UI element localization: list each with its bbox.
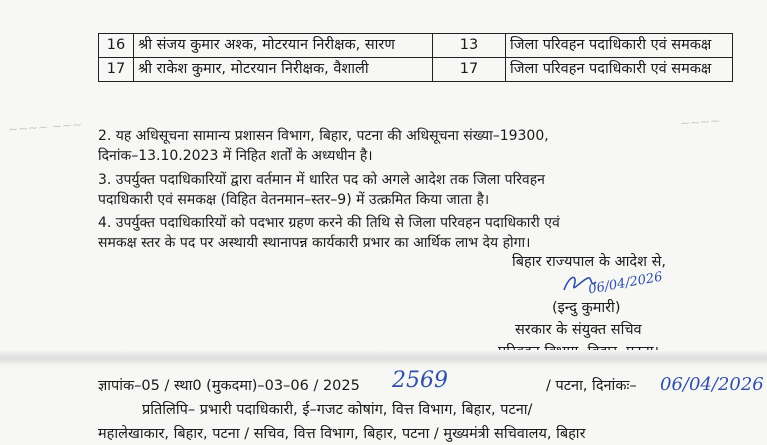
memo-place-date: / पटना, दिनांकः– — [546, 378, 637, 394]
signature-date: 06/04/2026 — [587, 269, 664, 298]
table-row — [99, 58, 733, 82]
paragraph-2-line-2: दिनांक–13.10.2023 में निहित शर्तों के अध्यधीन है। — [98, 148, 373, 164]
memo-number: ज्ञापांक–05 / स्था0 (मुकदमा)–03–06 / 2025 — [98, 378, 360, 394]
serial-number: 16 — [99, 34, 134, 58]
memo-handwritten-date: 06/04/2026 — [660, 374, 764, 395]
order-line: बिहार राज्यपाल के आदेश से, — [512, 254, 666, 270]
upgraded-post: जिला परिवहन पदाधिकारी एवं समकक्ष — [506, 34, 733, 58]
officer-name: श्री राकेश कुमार, मोटरयान निरीक्षक, वैशाली — [134, 58, 433, 82]
paragraph-4-line-1: 4. उपर्युक्त पदाधिकारियों को पदभार ग्रहण करने की तिथि से जिला परिवहन पदाधिकारी एवं — [98, 215, 560, 231]
copy-line-continued: महालेखाकार, बिहार, पटना / सचिव, वित्त विभाग, बिहार, पटना / मुख्यमंत्री सचिवालय, बिहार — [98, 426, 586, 442]
serial-number: 17 — [99, 58, 134, 82]
table-row — [99, 34, 733, 58]
paragraph-3-line-1: 3. उपर्युक्त पदाधिकारियों द्वारा वर्तमान में धारित पद को अगले आदेश तक जिला परिवहन — [98, 172, 545, 188]
copy-line: प्रतिलिपि– प्रभारी पदाधिकारी, ई–गजट कोषांग, वित्त विभाग, बिहार, पटना/ — [142, 402, 533, 418]
paragraph-4-line-2: समकक्ष स्तर के पद पर अस्थायी स्थानापन्न कार्यकारी प्रभार का आर्थिक लाभ देय होगा। — [98, 235, 531, 251]
seniority-number: 13 — [433, 34, 506, 58]
signatory-name: (इन्दु कुमारी) — [552, 300, 621, 316]
bleed-through-text: ~~~~ — [679, 113, 721, 131]
officer-name: श्री संजय कुमार अश्क, मोटरयान निरीक्षक, सारण — [134, 34, 433, 58]
paragraph-2-line-1: 2. यह अधिसूचना सामान्य प्रशासन विभाग, बिहार, पटना की अधिसूचना संख्या–19300, — [98, 128, 549, 144]
seniority-number: 17 — [433, 58, 506, 82]
upgraded-post: जिला परिवहन पदाधिकारी एवं समकक्ष — [506, 58, 733, 82]
scan-fold-shadow — [0, 350, 767, 366]
paragraph-3-line-2: पदाधिकारी एवं समकक्ष (विहित वेतनमान–स्तर–9) में उत्क्रमित किया जाता है। — [98, 192, 490, 208]
memo-handwritten-number: 2569 — [392, 368, 448, 393]
signatory-designation: सरकार के संयुक्त सचिव — [515, 322, 642, 338]
officers-table — [98, 33, 733, 82]
bleed-through-text: ~~~~ ~~~ — [7, 117, 83, 137]
